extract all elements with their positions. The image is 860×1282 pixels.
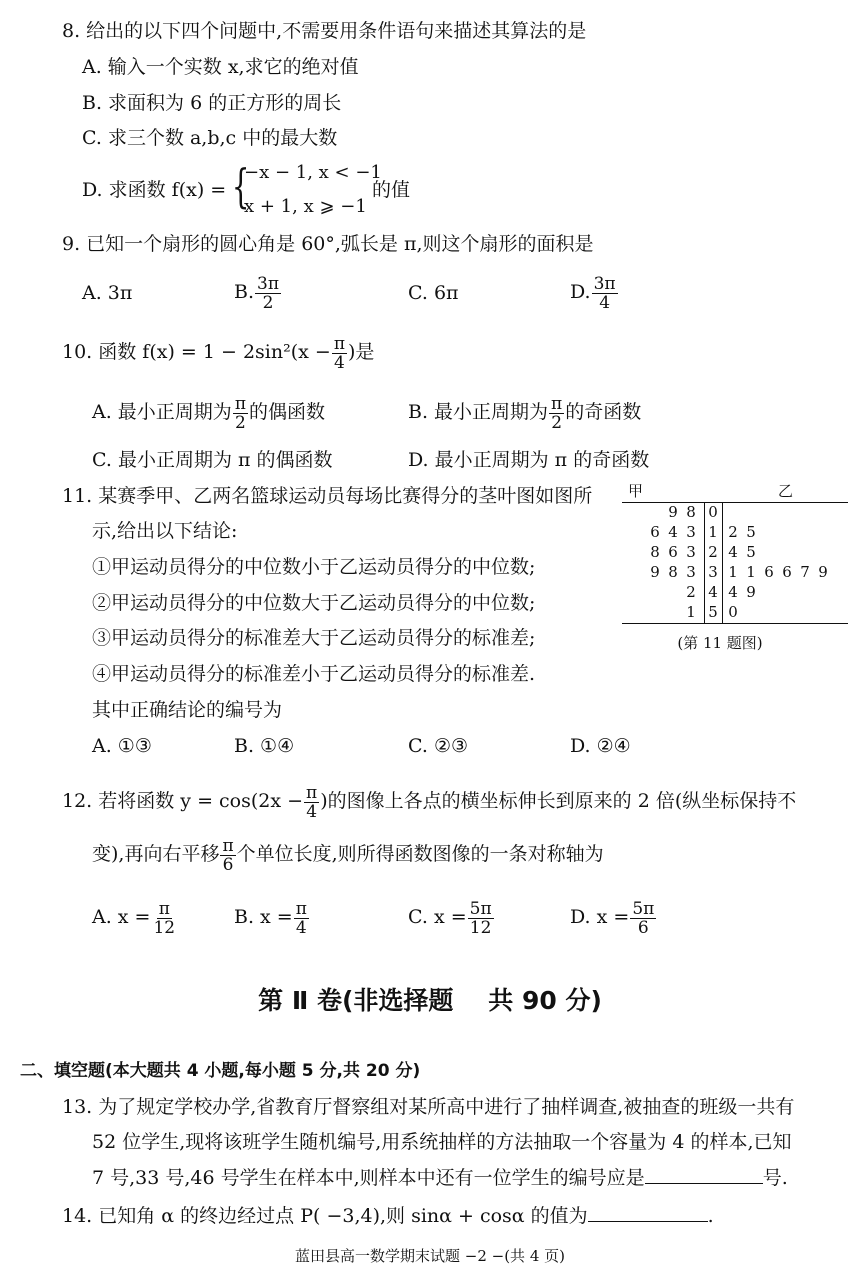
q9-d-label: D. — [570, 281, 591, 303]
q12-a-num: π — [158, 898, 170, 919]
q10-stem-den: 4 — [333, 352, 345, 373]
stem-leaf-row — [622, 603, 848, 623]
q12-b-num: π — [295, 898, 307, 919]
q9-option-c: C. 6π — [408, 282, 459, 304]
q14-answer-blank[interactable] — [588, 1220, 708, 1222]
right-leaf: 1 — [728, 563, 738, 581]
left-leaf: 2 — [686, 583, 696, 601]
right-leaf: 5 — [746, 523, 756, 541]
q12-line1-prefix: 12. 若将函数 y = cos(2x − — [62, 790, 304, 812]
right-leaf: 2 — [728, 523, 738, 541]
q13-answer-blank[interactable] — [645, 1182, 763, 1184]
q12-l1-den: 4 — [306, 801, 318, 822]
q11-statement-1: ①甲运动员得分的中位数小于乙运动员得分的中位数; — [92, 556, 536, 578]
q10-stem — [62, 328, 374, 376]
q11-statement-3: ③甲运动员得分的标准差大于乙运动员得分的标准差; — [92, 627, 536, 649]
q9-d-num: 3π — [593, 273, 616, 294]
left-leaf: 6 — [668, 543, 678, 561]
q8-option-c: C. 求三个数 a,b,c 中的最大数 — [82, 127, 338, 149]
stem-leaf-row — [622, 523, 848, 543]
q12-d-num: 5π — [632, 898, 655, 919]
q8-option-b: B. 求面积为 6 的正方形的周长 — [82, 92, 342, 114]
stem-divider-line — [704, 503, 705, 623]
stem-leaf-row — [622, 563, 848, 583]
q8-d-case1: −x − 1, x < −1 — [244, 162, 382, 183]
left-leaf: 6 — [650, 523, 660, 541]
left-leaf: 8 — [668, 563, 678, 581]
stem-leaf-row — [622, 503, 848, 523]
q8-d-suffix: 的值 — [372, 179, 411, 201]
right-leaf: 4 — [728, 583, 738, 601]
q10-b-suffix: 的奇函数 — [565, 401, 642, 423]
q11-stem-line2: 示,给出以下结论: — [92, 520, 238, 542]
right-leaf: 9 — [746, 583, 756, 601]
stem-leaf-row — [622, 543, 848, 563]
q14-suffix: . — [707, 1205, 714, 1227]
q13-line2: 52 位学生,现将该班学生随机编号,用系统抽样的方法抽取一个容量为 4 的样本,已知 — [92, 1131, 792, 1153]
left-leaf: 4 — [668, 523, 678, 541]
q9-option-b — [234, 268, 282, 316]
right-leaf: 6 — [782, 563, 792, 581]
page-footer: 蓝田县高一数学期末试题 −2 −(共 4 页) — [294, 1247, 565, 1265]
right-leaf: 7 — [800, 563, 810, 581]
q10-b-num: π — [551, 393, 563, 414]
q8-d-prefix: D. 求函数 f(x) = — [82, 179, 227, 201]
q12-option-d — [570, 893, 657, 941]
q12-option-a — [92, 893, 178, 941]
q10-b-den: 2 — [551, 412, 563, 433]
left-header: 甲 — [628, 482, 644, 500]
q13-line3-prefix: 7 号,33 号,46 号学生在样本中,则样本中还有一位学生的编号应是 — [92, 1167, 645, 1189]
q12-b-den: 4 — [295, 917, 307, 938]
q8-d-case2: x + 1, x ⩾ −1 — [244, 196, 367, 217]
q12-c-label: C. x = — [408, 906, 467, 928]
q10-a-den: 2 — [234, 412, 246, 433]
q10-option-a — [92, 388, 325, 436]
q12-l2-den: 6 — [222, 854, 234, 875]
left-leaf: 9 — [650, 563, 660, 581]
q14-prefix: 14. 已知角 α 的终边经过点 P( −3,4),则 sinα + cosα 的值为 — [62, 1205, 588, 1227]
q12-a-den: 12 — [153, 917, 176, 938]
stem-value: 1 — [708, 523, 718, 541]
left-leaf: 8 — [650, 543, 660, 561]
q12-c-num: 5π — [469, 898, 492, 919]
left-leaf: 1 — [686, 603, 696, 621]
q12-d-label: D. x = — [570, 906, 630, 928]
q8-option-a: A. 输入一个实数 x,求它的绝对值 — [82, 56, 359, 78]
q12-line2-prefix: 变),再向右平移 — [92, 843, 220, 865]
section2-heading: 二、填空题(本大题共 4 小题,每小题 5 分,共 20 分) — [20, 1061, 421, 1081]
q12-option-c — [408, 893, 495, 941]
q9-b-num: 3π — [257, 273, 280, 294]
q10-option-c: C. 最小正周期为 π 的偶函数 — [92, 449, 333, 471]
q12-c-den: 12 — [469, 917, 492, 938]
q12-l1-num: π — [306, 782, 318, 803]
right-leaf: 6 — [764, 563, 774, 581]
q13-line3 — [92, 1165, 788, 1191]
q11-option-c: C. ②③ — [408, 735, 469, 757]
q10-stem-num: π — [333, 333, 345, 354]
stem-value: 5 — [708, 603, 718, 621]
q10-a-prefix: A. 最小正周期为 — [92, 401, 232, 423]
right-header: 乙 — [778, 482, 794, 500]
q11-option-b: B. ①④ — [234, 735, 295, 757]
figure-caption: (第 11 题图) — [677, 634, 763, 652]
q12-l2-num: π — [222, 835, 234, 856]
right-leaf: 4 — [728, 543, 738, 561]
q11-statement-4: ④甲运动员得分的标准差小于乙运动员得分的标准差. — [92, 663, 536, 685]
stem-divider-line — [722, 503, 723, 623]
stem-value: 3 — [708, 563, 718, 581]
q9-b-label: B. — [234, 281, 255, 303]
q12-line2 — [92, 830, 604, 878]
stem-leaf-bottom-rule — [622, 623, 848, 624]
stem-value: 4 — [708, 583, 718, 601]
q8-stem: 8. 给出的以下四个问题中,不需要用条件语句来描述其算法的是 — [62, 20, 587, 42]
stem-leaf-rows — [622, 503, 848, 623]
piecewise-brace: { — [231, 159, 250, 213]
right-leaf: 0 — [728, 603, 738, 621]
q10-stem-prefix: 10. 函数 f(x) = 1 − 2sin²(x − — [62, 341, 331, 363]
q14-line — [62, 1203, 714, 1229]
left-leaf: 3 — [686, 563, 696, 581]
left-leaf: 8 — [686, 503, 696, 521]
q12-line1-suffix: )的图像上各点的横坐标伸长到原来的 2 倍(纵坐标保持不 — [320, 790, 797, 812]
q9-stem: 9. 已知一个扇形的圆心角是 60°,弧长是 π,则这个扇形的面积是 — [62, 233, 594, 255]
q12-line2-suffix: 个单位长度,则所得函数图像的一条对称轴为 — [236, 843, 604, 865]
q10-stem-suffix: )是 — [348, 341, 375, 363]
q10-a-suffix: 的偶函数 — [249, 401, 326, 423]
part2-title: 第 Ⅱ 卷(非选择题 共 90 分) — [258, 986, 602, 1015]
right-leaf: 9 — [818, 563, 828, 581]
q11-stem-line1: 11. 某赛季甲、乙两名篮球运动员每场比赛得分的茎叶图如图所 — [62, 485, 593, 507]
q10-b-prefix: B. 最小正周期为 — [408, 401, 549, 423]
q12-option-b — [234, 893, 310, 941]
left-leaf: 3 — [686, 523, 696, 541]
q9-b-den: 2 — [262, 292, 274, 313]
right-leaf: 5 — [746, 543, 756, 561]
q11-statement-2: ②甲运动员得分的中位数大于乙运动员得分的中位数; — [92, 592, 536, 614]
q10-a-num: π — [234, 393, 246, 414]
left-leaf: 9 — [668, 503, 678, 521]
q12-line1 — [62, 777, 796, 825]
left-leaf: 3 — [686, 543, 696, 561]
stem-leaf-row — [622, 583, 848, 603]
q12-b-label: B. x = — [234, 906, 293, 928]
q11-question: 其中正确结论的编号为 — [92, 699, 283, 721]
q13-line1: 13. 为了规定学校办学,省教育厅督察组对某所高中进行了抽样调查,被抽查的班级一共有 — [62, 1096, 795, 1118]
q10-option-b — [408, 388, 641, 436]
stem-value: 0 — [708, 503, 718, 521]
q9-option-d — [570, 268, 619, 316]
q11-option-d: D. ②④ — [570, 735, 631, 757]
q11-option-a: A. ①③ — [92, 735, 152, 757]
stem-leaf-header — [622, 480, 848, 503]
stem-value: 2 — [708, 543, 718, 561]
q12-d-den: 6 — [637, 917, 649, 938]
stem-leaf-figure — [622, 480, 848, 653]
q9-option-a: A. 3π — [82, 282, 133, 304]
q9-d-den: 4 — [599, 292, 611, 313]
q12-a-label: A. x = — [92, 906, 151, 928]
q13-line3-suffix: 号. — [762, 1167, 788, 1189]
q10-option-d: D. 最小正周期为 π 的奇函数 — [408, 449, 650, 471]
right-leaf: 1 — [746, 563, 756, 581]
